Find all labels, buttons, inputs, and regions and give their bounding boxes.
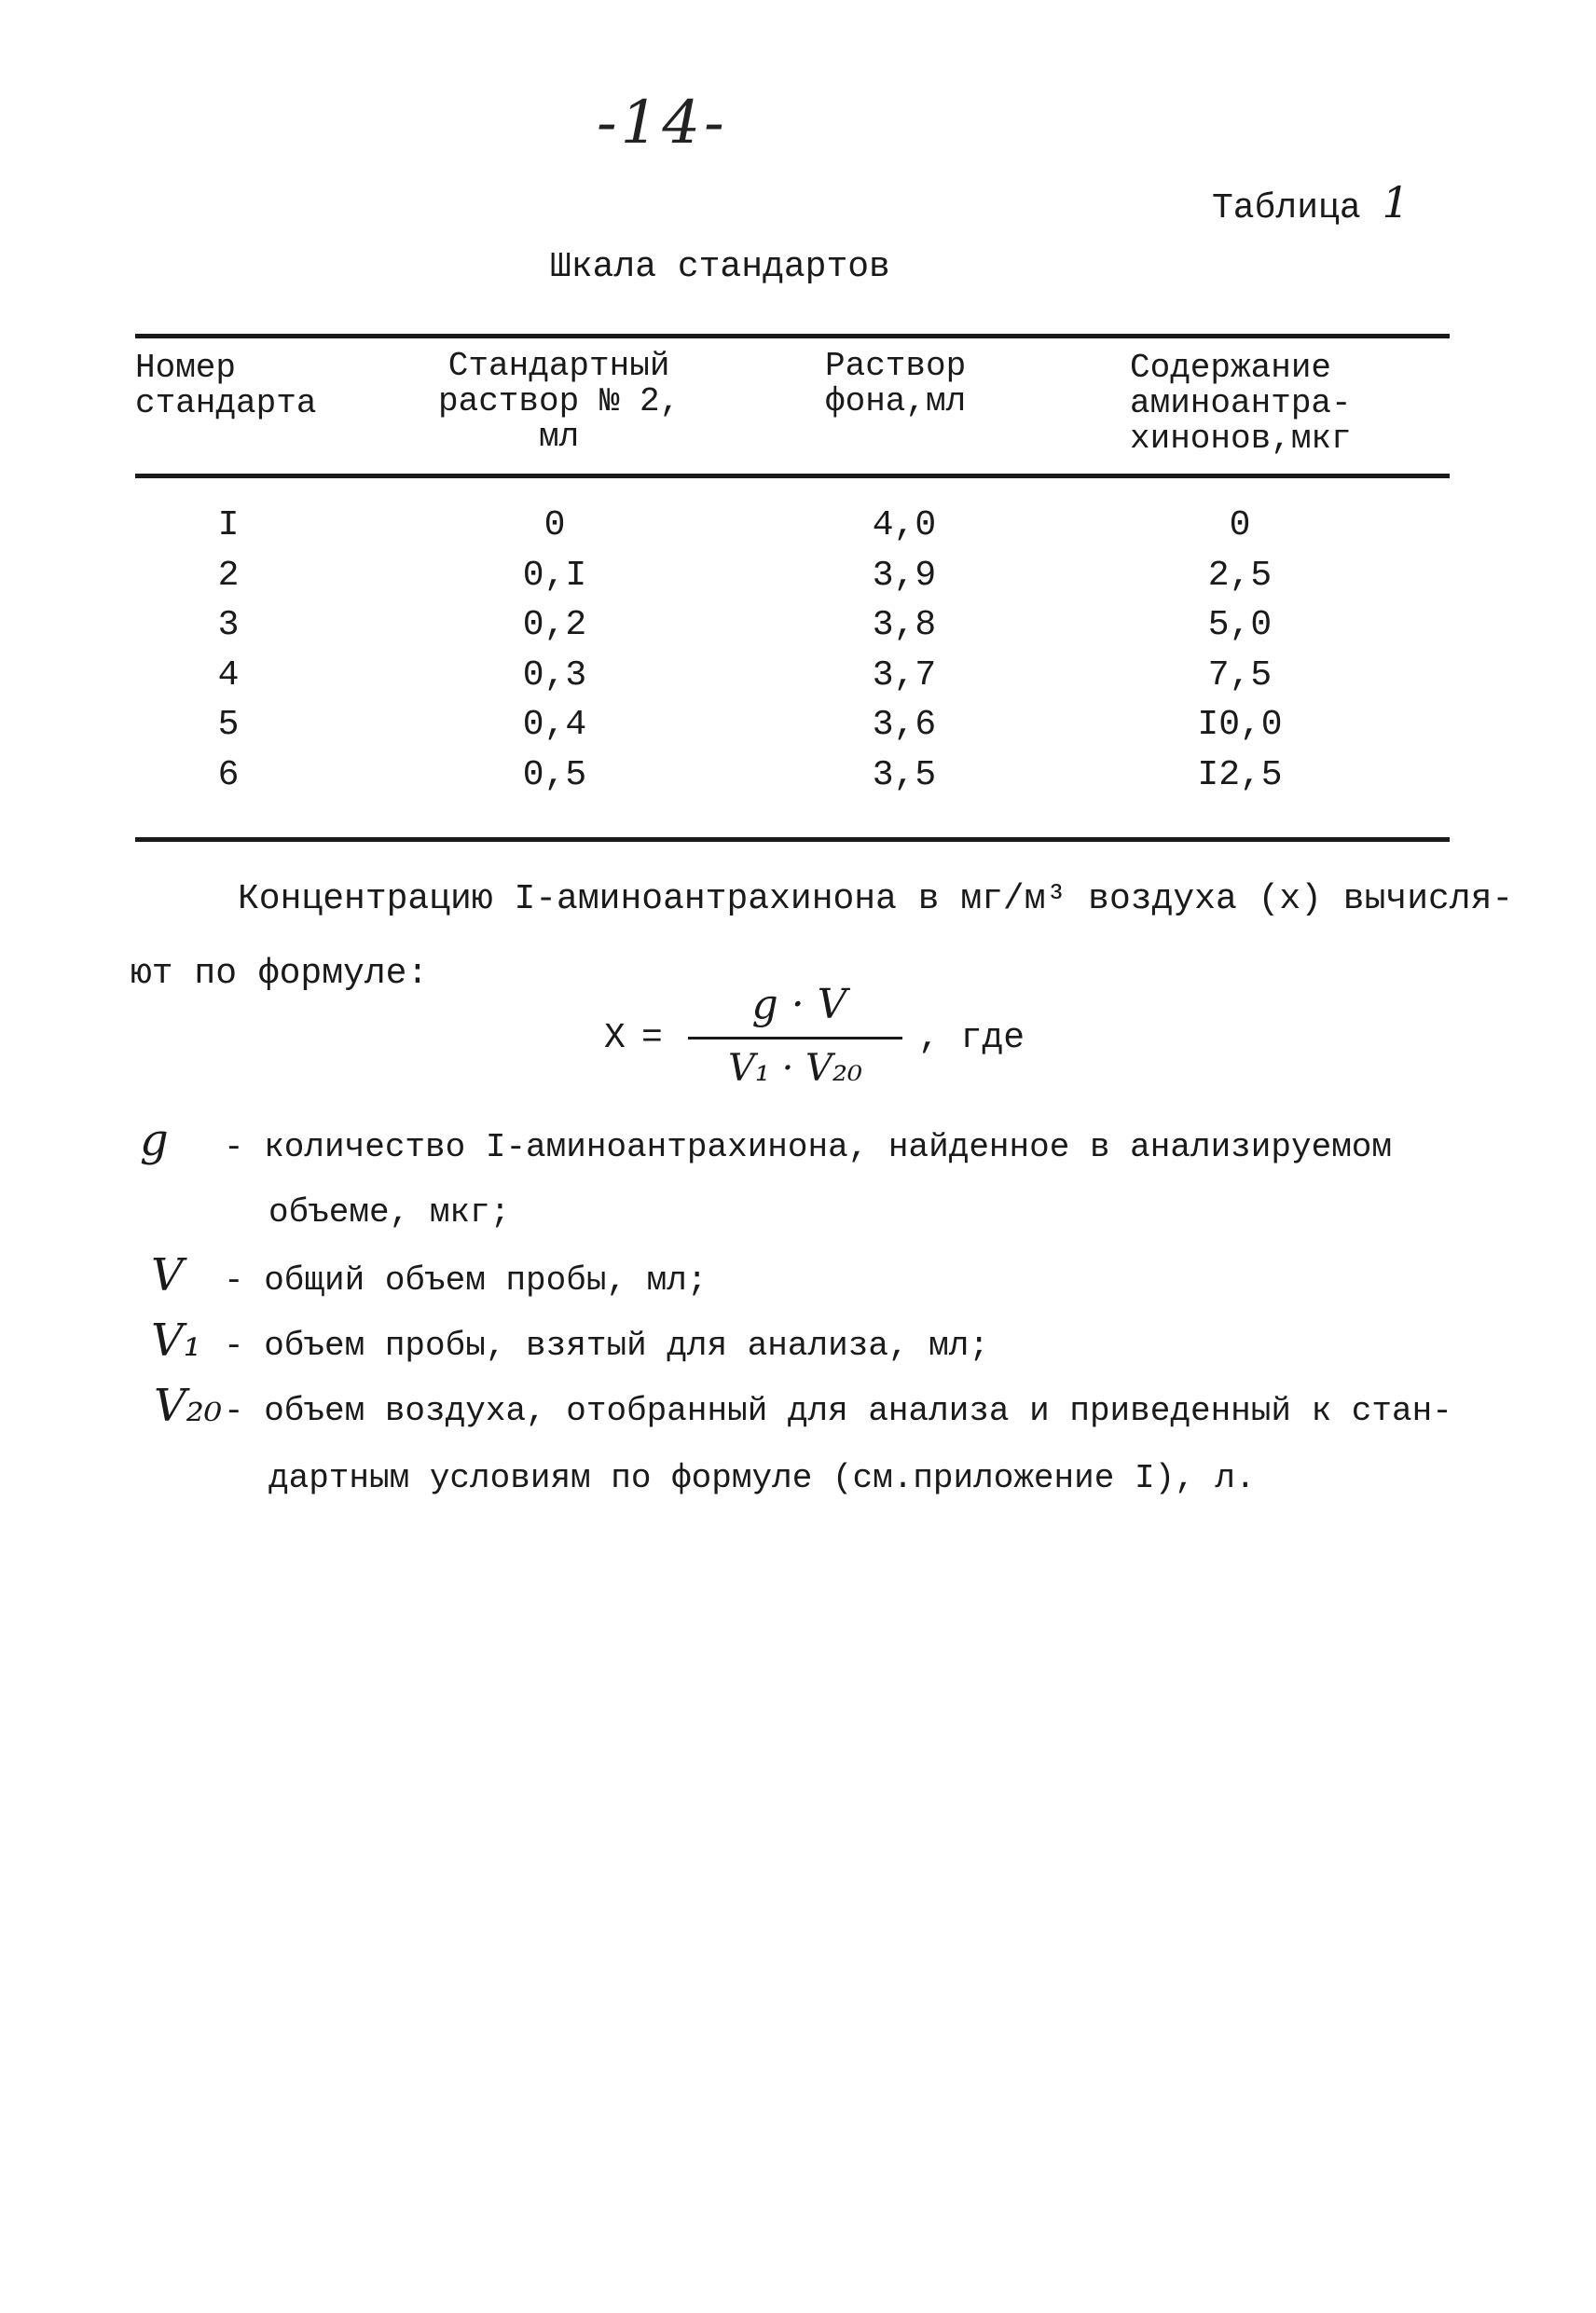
table-cell: 0,5 [522,754,587,795]
table-cell: I0,0 [1197,705,1283,746]
definition-symbol: g [140,1114,169,1166]
table-header-rule [135,474,1450,478]
table-number: 1 [1382,177,1410,227]
table-cell: 3,6 [872,705,937,746]
table-cell: 3,9 [872,555,937,596]
column-background-solution [848,501,960,801]
formula-denominator: V₁ · V₂₀ [727,1047,863,1090]
table-top-rule [135,334,1450,338]
formula-suffix: , где [918,1018,1025,1058]
table-cell: I2,5 [1197,754,1283,795]
table-cell: 2 [217,555,240,596]
table-cell: 7,5 [1207,654,1273,695]
formula-lhs: X [604,1018,626,1058]
table-cell: 0,2 [522,605,587,646]
table-cell: 5 [217,705,240,746]
table-cell: 0 [1229,505,1251,545]
table-cell: I [217,505,240,545]
definition-symbol: V [151,1249,184,1301]
table-label-text: Таблица [1212,188,1361,228]
definition-symbol: V₂₀ [154,1380,223,1432]
header-background-solution: Раствор фона,мл [825,347,967,420]
definition-text: - общий объем пробы, мл; [224,1261,708,1300]
header-content: Содержание аминоантра- хинонов,мкг [1130,349,1352,458]
definition-text: - количество I-аминоантрахинона, найденное в анализируемом [224,1128,1393,1166]
table-cell: 6 [217,754,240,795]
definition-text-continued: дартным условиям по формуле (см.приложение I), л. [268,1459,1256,1497]
header-standard-number: Номер стандарта [135,349,317,422]
column-standard-solution [503,501,606,801]
table-cell: 0 [543,505,566,545]
column-content [1175,501,1305,801]
formula-equals: = [641,1018,663,1058]
definition-text: - объем пробы, взятый для анализа, мл; [224,1327,989,1365]
table-cell: 0,3 [522,654,587,695]
definition-symbol: V₁ [151,1315,201,1367]
definition-text: - объем воздуха, отобранный для анализа и приведенный к стан- [224,1392,1452,1430]
table-cell: 0,I [522,555,587,596]
column-standard-number [186,501,270,801]
table-cell: 4 [217,654,240,695]
table-cell: 3,8 [872,605,937,646]
table-cell: 3,7 [872,654,937,695]
table-cell: 2,5 [1207,555,1273,596]
paragraph-line-2: ют по формуле: [131,954,429,994]
formula-fraction-bar [688,1037,902,1039]
table-label [1212,177,1410,228]
table-cell: 0,4 [522,705,587,746]
table-cell: 4,0 [872,505,937,545]
table-bottom-rule [135,837,1450,842]
table-cell: 3 [217,605,240,646]
paragraph-line-1: Концентрацию I-аминоантрахинона в мг/м³ воздуха (x) вычисля- [238,879,1514,919]
formula-numerator: g · V [751,981,847,1028]
table-cell: 5,0 [1207,605,1273,646]
table-title: Шкала стандартов [550,247,890,287]
page-number: -14- [597,89,728,158]
header-standard-solution: Стандартный раствор № 2, мл [438,347,681,456]
table-cell: 3,5 [872,754,937,795]
definition-text-continued: объеме, мкг; [268,1193,511,1232]
